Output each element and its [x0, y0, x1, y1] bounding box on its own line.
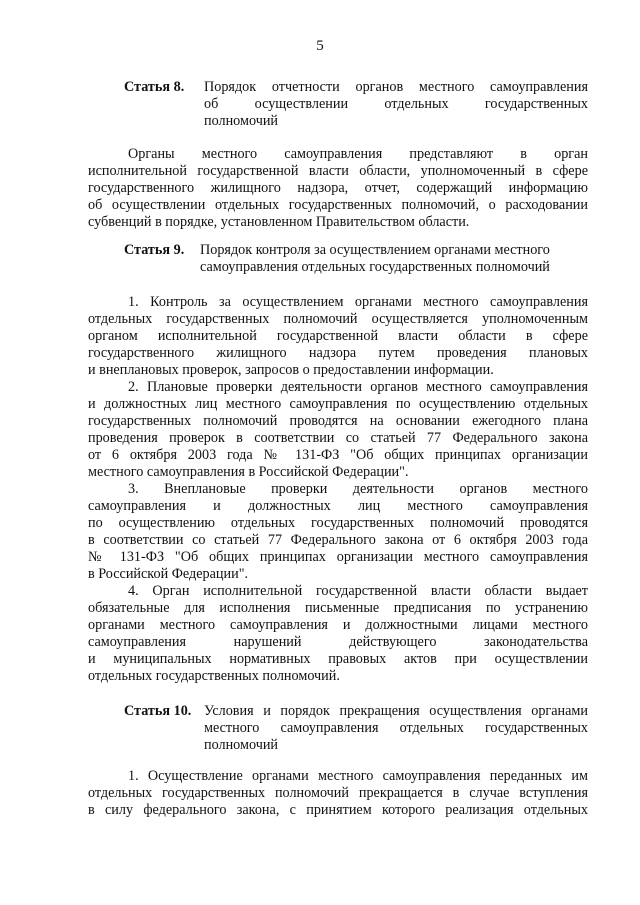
article-9-body — [88, 294, 588, 685]
paragraph-line: обязательные для исполнения письменные предписания по устранению — [88, 600, 588, 616]
paragraph-line: отдельных государственных полномочий. — [88, 668, 340, 684]
article-10-label: Статья 10. — [124, 703, 192, 719]
paragraph-line: в силу федерального закона, с принятием которого реализация отдельных — [88, 802, 588, 818]
paragraph-line: № 131-ФЗ "Об общих принципах организации местного самоуправления — [88, 549, 588, 565]
paragraph-line: 3. Внеплановые проверки деятельности органов местного — [128, 481, 588, 497]
paragraph-line: и должностных лиц местного самоуправления по осуществлению отдельных — [88, 396, 588, 412]
article-8-title-line: Порядок отчетности органов местного самоуправления — [204, 79, 588, 95]
paragraph-line: в Российской Федерации". — [88, 566, 249, 582]
article-8-title — [204, 79, 588, 130]
article-10-title-line: местного самоуправления отдельных государственных — [204, 720, 588, 736]
article-9-label: Статья 9. — [124, 242, 185, 258]
article-10-title-line: полномочий — [204, 737, 279, 753]
paragraph-line: 1. Контроль за осуществлением органами местного самоуправления — [128, 294, 588, 310]
article-9-title-line: Порядок контроля за осуществлением органами местного — [200, 242, 550, 258]
paragraph-line: проведения проверок в соответствии со статьей 77 Федерального закона — [88, 430, 588, 446]
article-10-title-line: Условия и порядок прекращения осуществления органами — [204, 703, 588, 719]
paragraph-line: государственного жилищного надзора путем проведения плановых — [88, 345, 588, 361]
paragraph-line: об осуществлении отдельных государственных полномочий, о расходовании — [88, 197, 588, 213]
article-8-title-line: об осуществлении отдельных государственных — [204, 96, 588, 112]
paragraph-line: органами местного самоуправления и должностными лицами местного — [88, 617, 588, 633]
article-9-heading — [124, 242, 588, 276]
paragraph-line: 2. Плановые проверки деятельности органов местного самоуправления — [128, 379, 588, 395]
paragraph-line: 4. Орган исполнительной государственной власти области выдает — [128, 583, 588, 599]
article-10-heading — [124, 703, 588, 754]
paragraph-line: в соответствии со статьей 77 Федерального закона от 6 октября 2003 года — [88, 532, 588, 548]
paragraph-line: самоуправления и должностных лиц местного самоуправления — [88, 498, 588, 514]
page-number: 5 — [316, 38, 324, 54]
paragraph-line: государственного жилищного надзора, отчет, содержащий информацию — [88, 180, 588, 196]
paragraph-line: и внеплановых проверок, запросов о предоставлении информации. — [88, 362, 494, 378]
article-9-title — [200, 242, 588, 276]
article-8-title-line: полномочий — [204, 113, 279, 129]
paragraph-line: по осуществлению отдельных государственных полномочий проводятся — [88, 515, 588, 531]
article-9-title-line: самоуправления отдельных государственных полномочий — [200, 259, 550, 275]
article-10-body — [88, 768, 588, 819]
article-10-title — [204, 703, 588, 754]
paragraph-line: самоуправления нарушений действующего законодательства — [88, 634, 588, 650]
paragraph-line: государственных полномочий проводятся на основании ежегодного плана — [88, 413, 588, 429]
paragraph-line: и муниципальных нормативных правовых актов при осуществлении — [88, 651, 588, 667]
article-8-label: Статья 8. — [124, 79, 185, 95]
paragraph-line: органом исполнительной государственной власти области в сфере — [88, 328, 588, 344]
paragraph-line: 1. Осуществление органами местного самоуправления переданных им — [128, 768, 588, 784]
paragraph-line: Органы местного самоуправления представляют в орган — [128, 146, 588, 162]
paragraph-line: местного самоуправления в Российской Федерации". — [88, 464, 409, 480]
paragraph-line: отдельных государственных полномочий прекращается в случае вступления — [88, 785, 588, 801]
paragraph-line: исполнительной государственной власти области, уполномоченный в сфере — [88, 163, 588, 179]
paragraph-line: отдельных государственных полномочий осуществляется уполномоченным — [88, 311, 588, 327]
paragraph-line: от 6 октября 2003 года № 131-ФЗ "Об общих принципах организации — [88, 447, 588, 463]
paragraph-line: субвенций в порядке, установленном Правительством области. — [88, 214, 470, 230]
article-8-body — [88, 146, 588, 231]
article-8-heading — [124, 79, 588, 130]
